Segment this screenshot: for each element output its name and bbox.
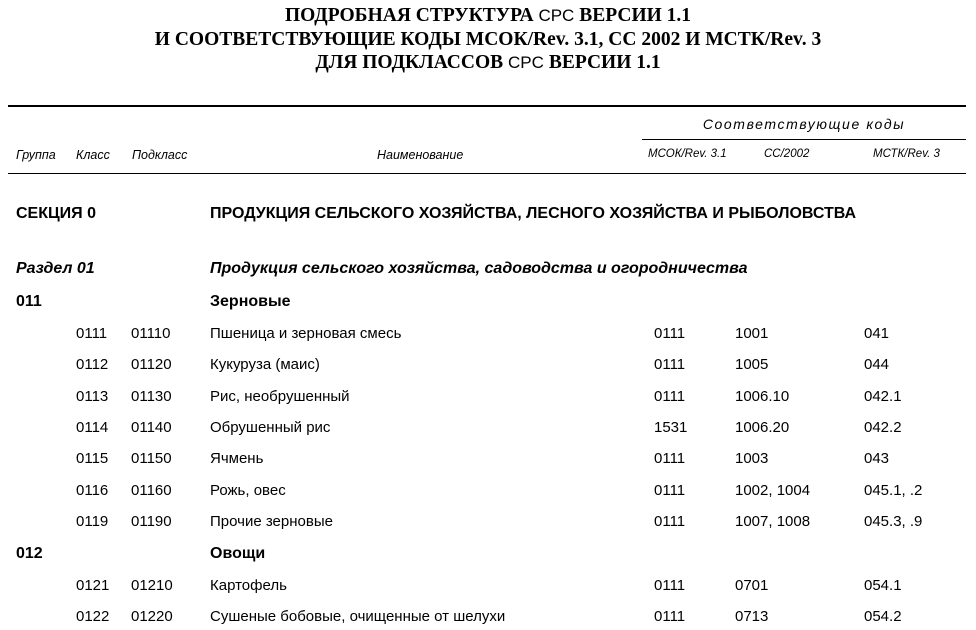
class-code: 0114 bbox=[76, 419, 109, 436]
hs-code: 1003 bbox=[735, 450, 769, 467]
section-code: СЕКЦИЯ 0 bbox=[16, 205, 97, 222]
subclass-code: 01220 bbox=[131, 608, 173, 625]
class-code: 0116 bbox=[76, 482, 109, 499]
class-code: 0115 bbox=[76, 450, 109, 467]
item-name: Сушеные бобовые, очищенные от шелухи bbox=[210, 608, 506, 625]
isic-code: 0111 bbox=[654, 482, 686, 499]
sitc-code: 044 bbox=[864, 356, 890, 373]
isic-code: 0111 bbox=[654, 356, 686, 373]
title-text: ВЕРСИИ 1.1 bbox=[574, 5, 692, 26]
subclass-code: 01120 bbox=[131, 356, 172, 373]
isic-code: 0111 bbox=[654, 513, 686, 530]
subclass-code: 01150 bbox=[131, 450, 172, 467]
document-title-line-3 bbox=[0, 51, 976, 75]
section-name: ПРОДУКЦИЯ СЕЛЬСКОГО ХОЗЯЙСТВА, ЛЕСНОГО ХОЗЯЙСТВА И РЫБОЛОВСТВА bbox=[210, 205, 857, 222]
table-top-rule bbox=[8, 105, 966, 107]
isic-code: 0111 bbox=[654, 608, 686, 625]
group-code: 012 bbox=[16, 545, 43, 562]
sitc-code: 054.1 bbox=[864, 577, 902, 594]
class-code: 0111 bbox=[76, 325, 108, 342]
item-name: Обрушенный рис bbox=[210, 419, 331, 436]
isic-code: 1531 bbox=[654, 419, 688, 436]
group-name: Овощи bbox=[210, 545, 266, 562]
sitc-code: 043 bbox=[864, 450, 890, 467]
corresponding-codes-header: Соответствующие коды bbox=[702, 116, 906, 132]
hs-code: 1006.20 bbox=[735, 419, 790, 436]
corresponding-codes-rule bbox=[642, 139, 966, 140]
hs-code: 1006.10 bbox=[735, 388, 790, 405]
item-name: Картофель bbox=[210, 577, 287, 594]
subclass-code: 01210 bbox=[131, 577, 173, 594]
group-code: 011 bbox=[16, 293, 42, 310]
item-name: Рис, необрушенный bbox=[210, 388, 350, 405]
header-bottom-rule bbox=[8, 173, 966, 174]
col-header-group: Группа bbox=[16, 148, 56, 162]
sitc-code: 045.1, .2 bbox=[864, 482, 923, 499]
subclass-code: 01130 bbox=[131, 388, 172, 405]
sitc-code: 042.1 bbox=[864, 388, 902, 405]
class-code: 0113 bbox=[76, 388, 109, 405]
group-name: Зерновые bbox=[210, 293, 291, 310]
item-name: Прочие зерновые bbox=[210, 513, 333, 530]
hs-code: 1002, 1004 bbox=[735, 482, 811, 499]
hs-code: 1007, 1008 bbox=[735, 513, 811, 530]
isic-code: 0111 bbox=[654, 388, 686, 405]
class-code: 0121 bbox=[76, 577, 110, 594]
class-code: 0122 bbox=[76, 608, 110, 625]
title-text: ПОДРОБНАЯ СТРУКТУРА bbox=[284, 5, 539, 26]
title-text: ВЕРСИИ 1.1 bbox=[543, 52, 661, 73]
hs-code: 1005 bbox=[735, 356, 769, 373]
col-header-subclass: Подкласс bbox=[132, 148, 188, 162]
item-name: Ячмень bbox=[210, 450, 264, 467]
col-header-name: Наименование bbox=[377, 148, 464, 162]
sitc-code: 041 bbox=[864, 325, 890, 342]
subclass-code: 01160 bbox=[131, 482, 172, 499]
item-name: Кукуруза (маис) bbox=[210, 356, 320, 373]
sitc-code: 054.2 bbox=[864, 608, 902, 625]
isic-code: 0111 bbox=[654, 450, 686, 467]
col-header-hs: СС/2002 bbox=[764, 148, 810, 160]
hs-code: 1001 bbox=[735, 325, 769, 342]
hs-code: 0713 bbox=[735, 608, 769, 625]
isic-code: 0111 bbox=[654, 325, 686, 342]
col-header-isic: МСОК/Rev. 3.1 bbox=[648, 148, 727, 160]
item-name: Пшеница и зерновая смесь bbox=[210, 325, 402, 342]
subclass-code: 01140 bbox=[131, 419, 172, 436]
col-header-sitc: МСТК/Rev. 3 bbox=[873, 148, 940, 160]
document-title-line-1 bbox=[0, 4, 976, 28]
subclass-code: 01110 bbox=[131, 325, 171, 342]
col-header-class: Класс bbox=[76, 148, 110, 162]
subclass-code: 01190 bbox=[131, 513, 172, 530]
division-name: Продукция сельского хозяйства, садоводства и огородничества bbox=[210, 260, 748, 277]
sitc-code: 045.3, .9 bbox=[864, 513, 923, 530]
class-code: 0119 bbox=[76, 513, 109, 530]
title-text: ДЛЯ ПОДКЛАССОВ bbox=[315, 52, 509, 73]
class-code: 0112 bbox=[76, 356, 109, 373]
hs-code: 0701 bbox=[735, 577, 769, 594]
division-code: Раздел 01 bbox=[16, 260, 95, 277]
title-cpc: CPC bbox=[508, 53, 544, 72]
item-name: Рожь, овес bbox=[210, 482, 286, 499]
title-cpc: CPC bbox=[538, 6, 575, 25]
sitc-code: 042.2 bbox=[864, 419, 902, 436]
isic-code: 0111 bbox=[654, 577, 686, 594]
document-title-line-2: И СООТВЕТСТВУЮЩИЕ КОДЫ МСОК/Rev. 3.1, СС 2002 И МСТК/Rev. 3 bbox=[154, 29, 822, 50]
